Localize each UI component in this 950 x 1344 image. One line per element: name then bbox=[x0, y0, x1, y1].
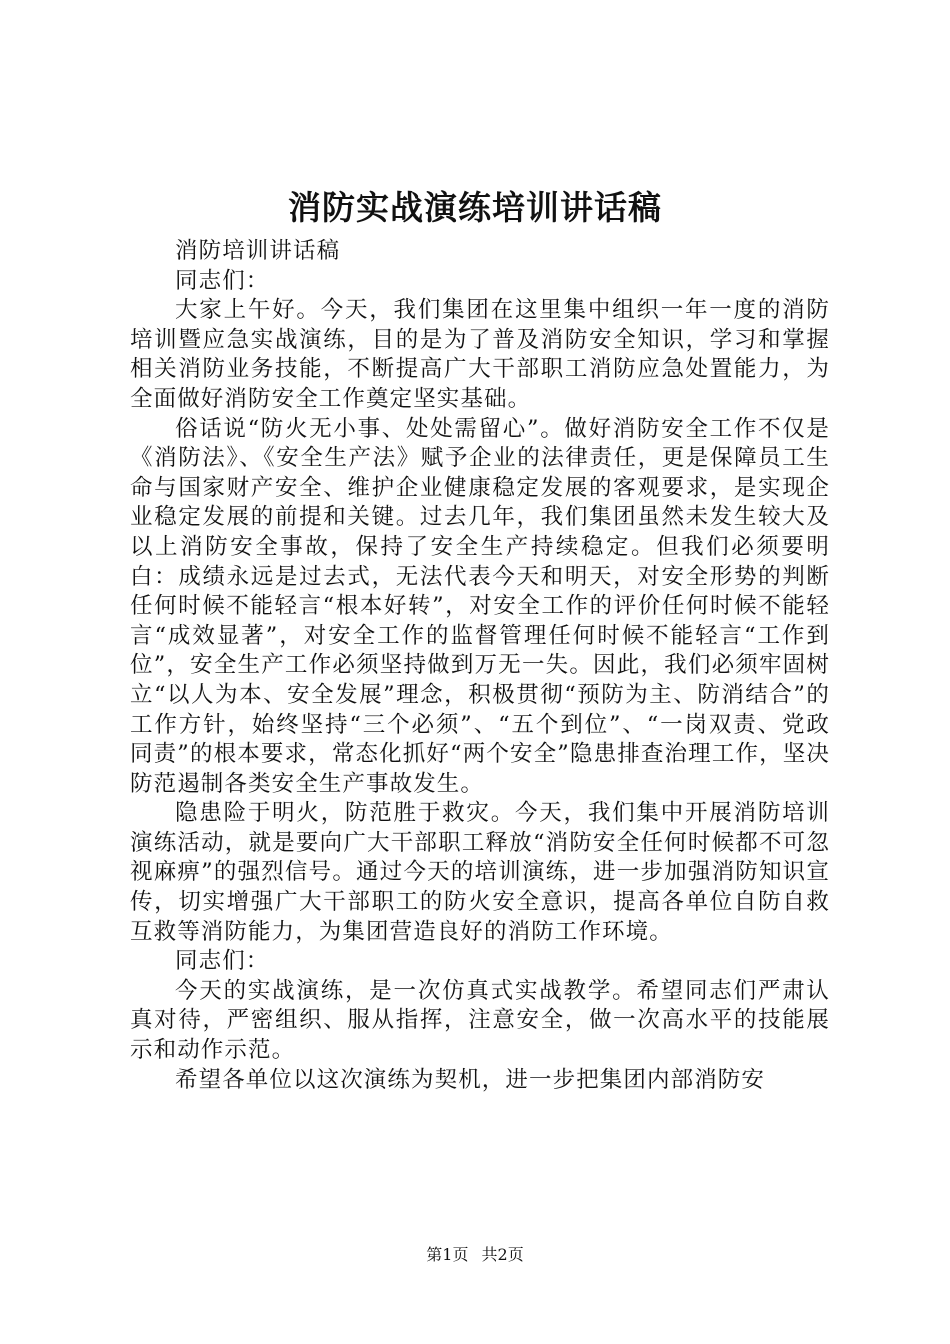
paragraph-drill: 今天的实战演练，是一次仿真式实战教学。希望同志们严肃认真对待，严密组织、服从指挥，注意安全，做一次高水平的技能展示和动作示范。 bbox=[130, 977, 830, 1064]
paragraph-opening: 大家上午好。今天，我们集团在这里集中组织一年一度的消防培训暨应急实战演练，目的是为了普及消防安全知识，学习和掌握相关消防业务技能，不断提高广大干部职工消防应急处置能力，为全面做好消防安全工作奠定坚实基础。 bbox=[130, 297, 830, 412]
page-footer bbox=[0, 1244, 950, 1266]
page-number-current: 第1页 bbox=[426, 1245, 469, 1264]
document-title: 消防实战演练培训讲话稿 bbox=[288, 188, 662, 227]
paragraph-subtitle: 消防培训讲话稿 bbox=[175, 238, 341, 264]
paragraph-hope: 希望各单位以这次演练为契机，进一步把集团内部消防安 bbox=[175, 1066, 766, 1093]
document-body bbox=[130, 237, 830, 1095]
paragraph-greeting: 同志们： bbox=[175, 267, 270, 294]
paragraph-purpose: 隐患险于明火，防范胜于救灾。今天，我们集中开展消防培训演练活动，就是要向广大干部职工释放“消防安全任何时候都不可忽视麻痹”的强烈信号。通过今天的培训演练，进一步加强消防知识宣传，切实增强广大干部职工的防火安全意识，提高各单位自防自救互救等消防能力，为集团营造良好的消防工作环境。 bbox=[130, 800, 830, 945]
paragraph-importance: 俗话说“防火无小事、处处需留心”。做好消防安全工作不仅是《消防法》、《安全生产法》赋予企业的法律责任，更是保障员工生命与国家财产安全、维护企业健康稳定发展的客观要求，是实现企业稳定发展的前提和关键。过去几年，我们集团虽然未发生较大及以上消防安全事故，保持了安全生产持续稳定。但我们必须要明白：成绩永远是过去式，无法代表今天和明天，对安全形势的判断任何时候不能轻言“根本好转”，对安全工作的评价任何时候不能轻言“成效显著”，对安全工作的监督管理任何时候不能轻言“工作到位”，安全生产工作必须坚持做到万无一失。因此，我们必须牢固树立“以人为本、安全发展”理念，积极贯彻“预防为主、防消结合”的工作方针，始终坚持“三个必须”、“五个到位”、“一岗双责、党政同责”的根本要求，常态化抓好“两个安全”隐患排查治理工作，坚决防范遏制各类安全生产事故发生。 bbox=[130, 415, 830, 797]
page-number-total: 共2页 bbox=[481, 1245, 524, 1264]
paragraph-greeting-2: 同志们： bbox=[175, 948, 270, 975]
